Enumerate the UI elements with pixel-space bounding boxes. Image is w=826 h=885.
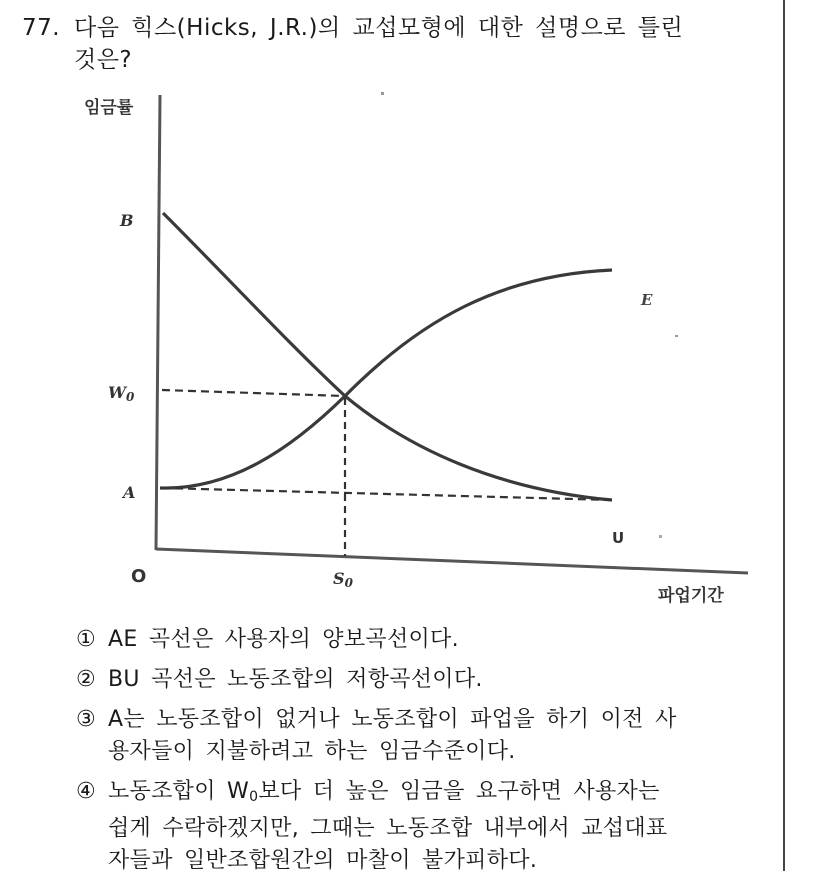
option-4-subscript: 0 (249, 789, 259, 805)
scan-speck (659, 535, 662, 538)
question-text-1: 다음 힉스(Hicks, J.R.)의 교섭모형에 대한 설명으로 틀린 (74, 15, 684, 41)
question-text-2: 것은? (74, 47, 133, 73)
label-u: U (612, 529, 625, 547)
option-3-text-2: 용자들이 지불하려고 하는 임금수준이다. (108, 739, 516, 764)
y-axis (156, 95, 160, 550)
option-1[interactable] (76, 624, 776, 656)
option-4-text-pre: 노동조합이 W (108, 779, 250, 804)
option-2[interactable] (76, 664, 776, 696)
y-axis-label: 임금률 (84, 98, 134, 118)
label-w0: W0 (108, 383, 135, 404)
scan-speck (675, 335, 678, 337)
label-s0: S0 (333, 569, 353, 590)
option-2-text: BU 곡선은 노동조합의 저항곡선이다. (108, 667, 483, 692)
option-4[interactable] (76, 776, 776, 877)
option-3-marker: ③ (76, 707, 97, 732)
question-number: 77. (22, 15, 61, 41)
option-4-text-3: 자들과 일반조합원간의 마찰이 불가피하다. (108, 848, 538, 873)
option-1-marker: ① (76, 627, 97, 652)
x-axis (156, 549, 748, 573)
answer-options (76, 624, 776, 885)
label-e: E (641, 291, 653, 309)
w0-dashed-line (162, 390, 345, 396)
option-3[interactable] (76, 704, 776, 768)
x-axis-label: 파업기간 (658, 586, 724, 606)
option-1-text: AE 곡선은 사용자의 양보곡선이다. (108, 627, 459, 652)
scan-speck (381, 92, 384, 95)
option-4-text-1 (108, 776, 776, 813)
option-4-text-post: 보다 더 높은 임금을 요구하면 사용자는 (258, 779, 660, 804)
ae-concession-curve (160, 270, 612, 488)
label-b: B (120, 211, 134, 230)
label-a: A (123, 483, 136, 502)
option-4-marker: ④ (76, 779, 97, 804)
option-3-text-1: A는 노동조합이 없거나 노동조합이 파업을 하기 이전 사 (108, 707, 677, 732)
option-4-text-2: 쉽게 수락하겠지만, 그때는 노동조합 내부에서 교섭대표 (108, 816, 668, 841)
origin-label: O (131, 566, 147, 587)
option-2-marker: ② (76, 667, 97, 692)
